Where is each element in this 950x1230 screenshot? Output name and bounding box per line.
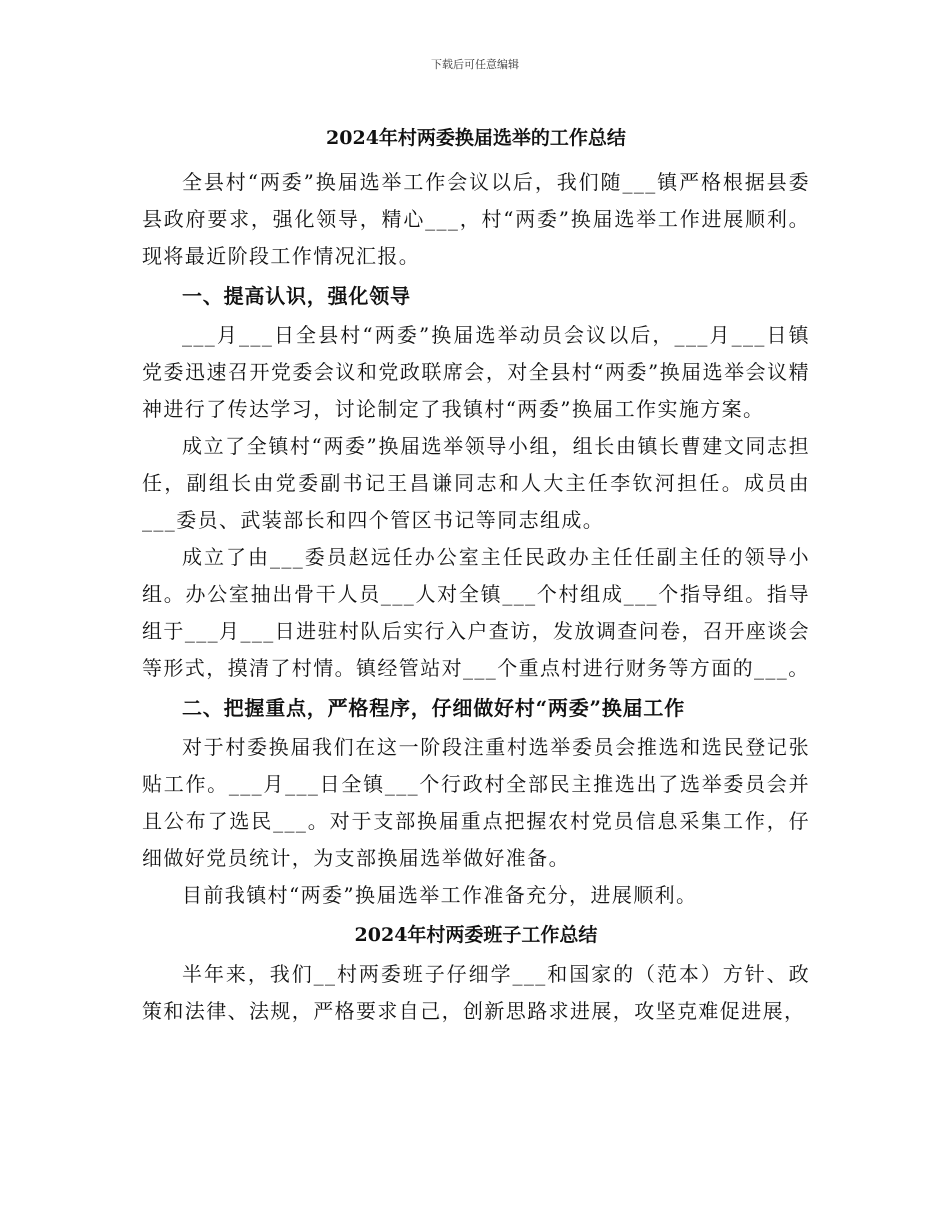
section-heading-2: 二、把握重点，严格程序，仔细做好村“两委”换届工作 [182,696,686,720]
header-note: 下载后可任意编辑 [431,58,519,71]
paragraph-intro: 全县村“两委”换届选举工作会议以后，我们随___镇严格根据县委县政府要求，强化领导，精心___，村“两委”换届选举工作进展顺利。现将最近阶段工作情况汇报。 [142,170,810,268]
paragraph-village-committee: 对于村委换届我们在这一阶段注重村选举委员会推选和选民登记张贴工作。___月___日全镇___个行政村全部民主推选出了选举委员会并且公布了选民___。对于支部换届重点把握农村党员信息采集工作，仔细做好党员统计，为支部换届选举做好准备。 [142,735,810,870]
second-document-title: 2024年村两委班子工作总结 [354,924,598,946]
document-title: 2024年村两委换届选举的工作总结 [326,127,626,149]
paragraph-progress: 目前我镇村“两委”换届选举工作准备充分，进展顺利。 [182,883,698,907]
paragraph-meeting: ___月___日全县村“两委”换届选举动员会议以后，___月___日镇党委迅速召开党委会议和党政联席会，对全县村“两委”换届选举会议精神进行了传达学习，讨论制定了我镇村“两委”换届工作实施方案。 [142,323,810,421]
section-heading-1: 一、提高认识，强化领导 [182,284,411,308]
paragraph-half-year: 半年来，我们__村两委班子仔细学___和国家的（范本）方针、政策和法律、法规，严格要求自己，创新思路求进展，攻坚克难促进展， [142,962,810,1023]
paragraph-leading-group: 成立了全镇村“两委”换届选举领导小组，组长由镇长曹建文同志担任，副组长由党委副书记王昌谦同志和人大主任李钦河担任。成员由___委员、武装部长和四个管区书记等同志组成。 [142,434,810,532]
document-body [142,118,810,1030]
paragraph-office: 成立了由___委员赵远任办公室主任民政办主任任副主任的领导小组。办公室抽出骨干人员___人对全镇___个村组成___个指导组。指导组于___月___日进驻村队后实行入户查访，发放调查问卷，召开座谈会等形式，摸清了村情。镇经管站对___个重点村进行财务等方面的___。 [142,545,810,680]
